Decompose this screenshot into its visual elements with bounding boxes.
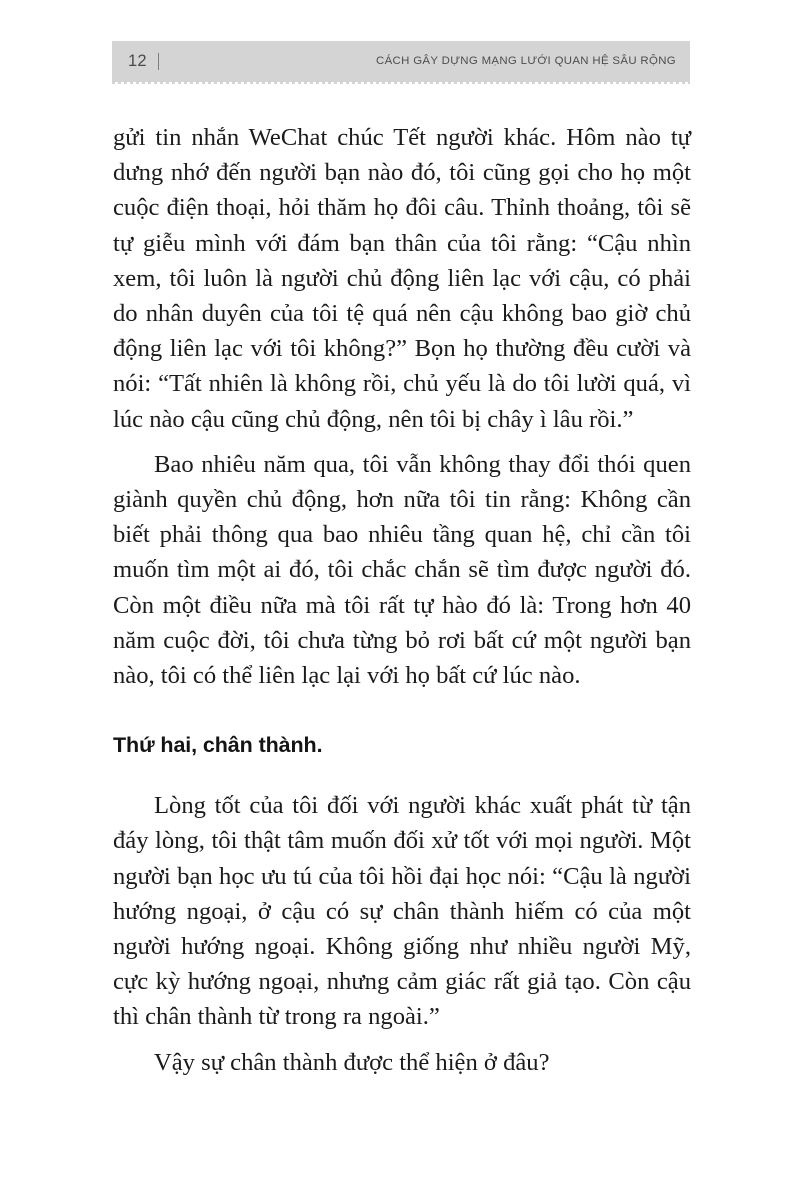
heading-spacer-above xyxy=(113,693,691,730)
page-number: 12 xyxy=(128,52,147,71)
paragraph-continuation: gửi tin nhắn WeChat chúc Tết người khác. Hôm nào tự dưng nhớ đến người bạn nào đó, tôi cũng gọi cho họ một cuộc điện thoại, hỏi thăm họ đôi câu. Thỉnh thoảng, tôi sẽ tự giễu mình với đám bạn thân của tôi rằng: “Cậu nhìn xem, tôi luôn là người chủ động liên lạc với cậu, có phải do nhân duyên của tôi tệ quá nên cậu không bao giờ chủ động liên lạc với tôi không?” Bọn họ thường đều cười và nói: “Tất nhiên là không rồi, chủ yếu là do tôi lười quá, vì lúc nào cậu cũng chủ động, nên tôi bị chây ì lâu rồi.” xyxy=(113,124,691,433)
paragraph-spacer xyxy=(113,1035,691,1045)
folio-group xyxy=(128,53,159,70)
running-header-band xyxy=(112,41,690,82)
folio-divider-rule xyxy=(158,53,159,70)
section-heading: Thứ hai, chân thành. xyxy=(113,733,323,758)
heading-spacer-below xyxy=(113,760,691,788)
paragraph-closing-question: Vậy sự chân thành được thể hiện ở đâu? xyxy=(154,1048,550,1076)
paragraph-body: Lòng tốt của tôi đối với người khác xuất phát từ tận đáy lòng, tôi thật tâm muốn đối xử tốt với mọi người. Một người bạn học ưu tú của tôi hồi đại học nói: “Cậu là người hướng ngoại, ở cậu có sự chân thành hiếm có của một người hướng ngoại. Không giống như nhiều người Mỹ, cực kỳ hướng ngoại, nhưng cảm giác rất giả tạo. Còn cậu thì chân thành từ trong ra ngoài.” xyxy=(113,792,691,1031)
body-text-column xyxy=(113,120,691,1080)
paragraph-spacer xyxy=(113,437,691,447)
running-head-title: CÁCH GÂY DỰNG MẠNG LƯỚI QUAN HỆ SÂU RỘNG xyxy=(376,54,676,67)
paragraph-body: Bao nhiêu năm qua, tôi vẫn không thay đổi thói quen giành quyền chủ động, hơn nữa tôi tin rằng: Không cần biết phải thông qua bao nhiêu tầng quan hệ, chỉ cần tôi muốn tìm một ai đó, tôi chắc chắn sẽ tìm được người đó. Còn một điều nữa mà tôi rất tự hào đó là: Trong hơn 40 năm cuộc đời, tôi chưa từng bỏ rơi bất cứ một người bạn nào, tôi có thể liên lạc lại với họ bất cứ lúc nào. xyxy=(113,450,691,690)
